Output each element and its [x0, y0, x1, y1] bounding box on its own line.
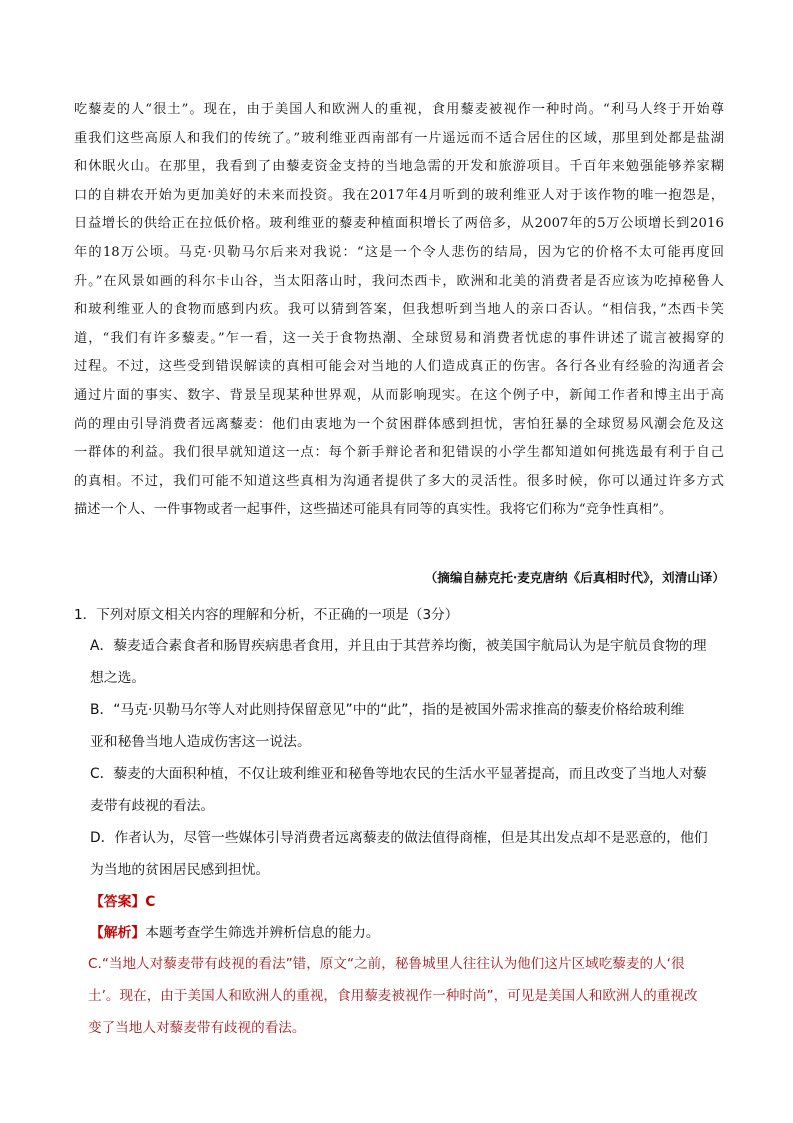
passage-line: 描述一个人、一件事物或者一起事件，这些描述可能具有同等的真实性。我将它们称为“竞争性真相”。: [74, 502, 673, 518]
passage-line: 日益增长的供给正在拉低价格。玻利维亚的藜麦种植面积增长了两倍多，从2007年的5万公顷增长到2016: [74, 216, 724, 232]
passage-line: 道，“我们有许多藜麦。”乍一看，这一关于食物热潮、全球贸易和消费者忧虑的事件讲述了谎言被揭穿的: [74, 330, 724, 346]
passage-line: 重我们这些高原人和我们的传统了。”玻利维亚西南部有一片遥远而不适合居住的区域，那里到处都是盐湖: [74, 130, 724, 146]
passage-line: 升。”在风景如画的科尔卡山谷，当太阳落山时，我问杰西卡，欧洲和北美的消费者是否应该为吃掉秘鲁人: [74, 273, 724, 289]
question-title: 1．下列对原文相关内容的理解和分析，不正确的一项是（3分）: [74, 607, 459, 623]
passage-line: 和休眠火山。在那里，我看到了由藜麦资金支持的当地急需的开发和旅游项目。千百年来勉强能够养家糊: [74, 159, 724, 175]
passage-line: 的真相。不过，我们可能不知道这些真相为沟通者提供了多大的灵活性。很多时候，你可以通过许多方式: [74, 473, 724, 489]
passage-line: 尚的理由引导消费者远离藜麦：他们由衷地为一个贫困群体感到担忧，害怕狂暴的全球贸易风潮会危及这: [74, 416, 724, 432]
analysis-text: 本题考查学生筛选并辨析信息的能力。: [145, 925, 380, 941]
answer-label: 【答案】: [90, 894, 146, 910]
passage-line: 和玻利维亚人的食物而感到内疚。我可以猜到答案，但我想听到当地人的亲口否认。“相信我，”杰西卡笑: [74, 302, 724, 318]
option-line: D．作者认为，尽管一些媒体引导消费者远离藜麦的做法值得商榷，但是其出发点却不是恶意的，他们: [90, 830, 708, 846]
passage-line: 口的自耕农开始为更加美好的未来而投资。我在2017年4月听到的玻利维亚人对于该作物的唯一抱怨是，: [74, 187, 724, 203]
option-line: 为当地的贫困居民感到担忧。: [90, 862, 270, 878]
explanation-line: 变了当地人对藜麦带有歧视的看法。: [88, 1020, 306, 1036]
explanation: [74, 948, 734, 1044]
option-line: 亚和秘鲁当地人造成伤害这一说法。: [90, 734, 311, 750]
passage-line: 年的18万公顷。马克·贝勒马尔后来对我说：“这是一个令人悲伤的结局，因为它的价格不太可能再度回: [74, 244, 724, 260]
passage-line: 通过片面的事实、数字、背景呈现某种世界观，从而影响现实。在这个例子中，新闻工作者和博主出于高: [74, 387, 724, 403]
option-line: C．藜麦的大面积种植，不仅让玻利维亚和秘鲁等地农民的生活水平显著提高，而且改变了当地人对藜: [90, 766, 707, 782]
option-b: [74, 694, 734, 758]
passage-source: （摘编自赫克托·麦克唐纳《后真相时代》，刘清山译）: [424, 570, 725, 585]
reading-passage: [74, 96, 724, 525]
option-line: A．藜麦适合素食者和肠胃疾病患者食用，并且由于其营养均衡，被美国宇航局认为是宇航员食物的理: [90, 638, 707, 654]
analysis-row: [74, 918, 734, 948]
analysis-label: 【解析】: [90, 925, 146, 941]
option-line: 想之选。: [90, 670, 146, 686]
option-line: 麦带有歧视的看法。: [90, 798, 215, 814]
option-d: [74, 822, 734, 886]
explanation-line: C.“当地人对藜麦带有歧视的看法”错，原文“之前，秘鲁城里人往往认为他们这片区域吃藜麦的人‘很: [88, 956, 685, 972]
answer-value: C: [145, 894, 156, 910]
passage-line: 过程。不过，这些受到错误解读的真相可能会对当地的人们造成真正的伤害。各行各业有经验的沟通者会: [74, 359, 724, 375]
option-a: [74, 630, 734, 694]
answer-row: [74, 886, 734, 918]
passage-line: 一群体的利益。我们很早就知道这一点：每个新手辩论者和犯错误的小学生都知道如何挑选最有利于自己: [74, 445, 724, 461]
question-block: [74, 600, 734, 1044]
option-line: B．“马克·贝勒马尔等人对此则持保留意见”中的“此”，指的是被国外需求推高的藜麦价格给玻利维: [90, 702, 685, 718]
explanation-line: 土’。现在，由于美国人和欧洲人的重视，食用藜麦被视作一种时尚”，可见是美国人和欧洲人的重视改: [88, 988, 698, 1004]
option-c: [74, 758, 734, 822]
passage-line: 吃藜麦的人“很土”。现在，由于美国人和欧洲人的重视，食用藜麦被视作一种时尚。“利马人终于开始尊: [74, 102, 724, 117]
